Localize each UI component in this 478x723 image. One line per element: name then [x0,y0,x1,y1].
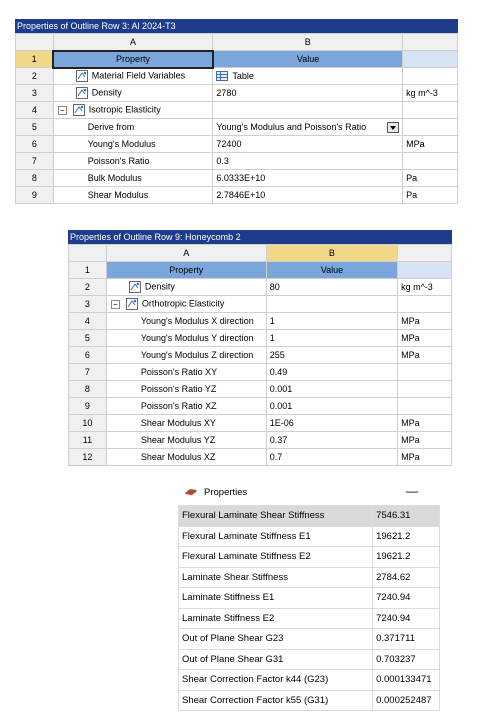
table-row[interactable] [69,415,452,432]
property-value-cell[interactable]: 7240.94 [373,608,440,629]
derive-from-select-value: Young's Modulus and Poisson's Ratio [216,122,367,132]
property-label: Poisson's Ratio YZ [140,384,217,394]
property-value-cell[interactable]: 0.371711 [373,629,440,650]
table-row[interactable] [69,398,452,415]
column-header-b[interactable]: B [213,34,403,51]
property-unit-cell[interactable] [403,68,458,85]
property-name-cell[interactable]: Out of Plane Shear G31 [179,649,373,670]
table-row[interactable] [69,347,452,364]
property-header-cell[interactable]: Property [53,51,213,68]
property-name-cell[interactable]: Out of Plane Shear G23 [179,629,373,650]
material-icon [126,298,138,310]
property-label: Derive from [87,122,135,132]
property-value-cell[interactable] [213,153,403,170]
property-value: 255 [269,350,285,360]
value-header-cell[interactable]: Value [266,262,397,279]
property-value-cell[interactable] [266,296,397,313]
column-header-a[interactable]: A [106,245,266,262]
property-label: Young's Modulus Z direction [140,350,254,360]
column-header-row [69,245,452,262]
property-value-cell[interactable] [213,119,403,136]
column-header-c[interactable] [403,34,458,51]
property-value-cell[interactable] [266,415,397,432]
value-header-cell[interactable]: Value [213,51,403,68]
property-name-cell[interactable] [106,449,266,466]
row-number: 10 [69,415,107,432]
table-row[interactable] [16,153,458,170]
property-name-cell[interactable] [106,313,266,330]
property-value-cell[interactable] [266,279,397,296]
table-row[interactable] [16,119,458,136]
property-name-cell[interactable] [53,85,213,102]
table-row[interactable] [179,506,440,527]
property-name-cell[interactable] [106,364,266,381]
property-name-cell[interactable] [106,432,266,449]
property-label: Shear Modulus YZ [140,435,216,445]
table-row[interactable] [69,364,452,381]
property-value-cell[interactable] [266,432,397,449]
property-value-cell[interactable] [213,136,403,153]
row-number: 2 [16,68,54,85]
row-number: 2 [69,279,107,296]
property-value-cell[interactable] [266,381,397,398]
property-name-cell[interactable]: Flexural Laminate Stiffness E2 [179,547,373,568]
property-value: 2780 [216,88,237,98]
material-icon [76,70,88,82]
column-header-c[interactable] [398,245,452,262]
row-number: 8 [69,381,107,398]
property-name-cell[interactable] [53,170,213,187]
property-unit-cell[interactable] [398,296,452,313]
properties-table [15,33,458,204]
property-header-row [16,51,458,68]
property-label: Density [144,281,175,292]
table-row[interactable] [179,670,440,691]
property-name-cell[interactable] [53,136,213,153]
row-number: 9 [69,398,107,415]
property-unit-cell[interactable] [403,119,458,136]
property-label: Young's Modulus Y direction [140,333,254,343]
property-value: 0.37 [269,435,288,445]
property-unit-cell[interactable]: MPa [398,313,452,330]
column-header-a[interactable]: A [53,34,213,51]
property-label: Young's Modulus X direction [140,316,254,326]
property-value: 6.0333E+10 [216,173,266,183]
property-label: Material Field Variables [91,70,186,81]
row-number: 7 [69,364,107,381]
properties-table [68,244,452,466]
property-name-cell[interactable]: Laminate Shear Stiffness [179,567,373,588]
property-name-cell[interactable] [106,398,266,415]
property-value-cell[interactable]: 0.000252487 [373,690,440,711]
property-name-cell[interactable]: Flexural Laminate Stiffness E1 [179,526,373,547]
row-number: 3 [16,85,54,102]
row-number: 1 [16,51,54,68]
property-value-cell[interactable]: 0.703237 [373,649,440,670]
property-unit-cell[interactable] [403,102,458,119]
property-value: 0.3 [216,156,229,166]
table-row[interactable] [179,629,440,650]
column-header-row [16,34,458,51]
property-label: Shear Modulus XZ [140,452,216,462]
property-name-cell[interactable] [53,153,213,170]
row-number: 9 [16,187,54,204]
property-value: 2.7846E+10 [216,190,266,200]
property-unit-cell[interactable]: MPa [398,432,452,449]
property-value-cell[interactable]: 19621.2 [373,547,440,568]
row-number: 1 [69,262,107,279]
property-name-cell[interactable] [106,415,266,432]
property-label: Poisson's Ratio XY [140,367,218,377]
table-row[interactable] [16,170,458,187]
column-header-b[interactable]: B [266,245,397,262]
property-value-cell[interactable]: 19621.2 [373,526,440,547]
table-row[interactable] [16,102,458,119]
property-label: Poisson's Ratio [87,156,150,166]
table-row[interactable] [179,649,440,670]
property-value-cell[interactable]: 7240.94 [373,588,440,609]
property-name-cell[interactable] [106,347,266,364]
dropdown-arrow-button[interactable] [387,122,399,133]
property-name-cell[interactable]: Laminate Stiffness E2 [179,608,373,629]
property-value: 1 [269,333,275,343]
property-value-cell[interactable] [213,187,403,204]
property-value: Table [232,70,254,81]
property-value-cell[interactable] [213,170,403,187]
material-icon [129,281,141,293]
property-name-cell[interactable] [53,187,213,204]
row-number: 11 [69,432,107,449]
property-unit-cell[interactable]: MPa [398,415,452,432]
property-header-row [69,262,452,279]
property-value: 0.49 [269,367,288,377]
table-row[interactable] [179,567,440,588]
row-number: 4 [69,313,107,330]
property-value-cell[interactable]: 0.000133471 [373,670,440,691]
property-unit-cell[interactable]: kg m^-3 [398,279,452,296]
row-number: 6 [16,136,54,153]
property-value-cell[interactable]: 2784.62 [373,567,440,588]
property-unit-cell[interactable] [398,398,452,415]
layers-icon [184,487,198,497]
property-name-cell[interactable] [106,279,266,296]
property-unit-cell[interactable]: MPa [398,449,452,466]
table-row[interactable] [69,296,452,313]
property-value: 0.001 [269,401,293,411]
property-unit-cell[interactable] [398,364,452,381]
table-row[interactable] [16,68,458,85]
property-unit-cell[interactable]: MPa [398,330,452,347]
properties-header [178,482,440,502]
row-number: 5 [69,330,107,347]
table-row[interactable] [69,381,452,398]
property-label: Poisson's Ratio XZ [140,401,217,411]
row-number: 5 [16,119,54,136]
property-value: 72400 [216,139,242,149]
property-label: Isotropic Elasticity [88,104,161,115]
outline-row-3-properties-panel [15,19,458,214]
row-number: 4 [16,102,54,119]
table-row[interactable] [69,330,452,347]
property-label: Bulk Modulus [87,173,142,183]
table-icon [216,71,228,81]
property-name-cell[interactable] [53,68,213,85]
property-unit-cell[interactable] [398,381,452,398]
composite-properties-table [178,505,440,711]
property-value-cell[interactable] [266,347,397,364]
property-value-cell[interactable] [213,68,403,85]
table-row[interactable] [16,187,458,204]
property-label: Density [91,87,122,98]
property-value: 1E-06 [269,418,294,428]
property-value: 0.001 [269,384,293,394]
property-label: Orthotropic Elasticity [141,298,225,309]
property-name-cell[interactable]: Flexural Laminate Shear Stiffness [179,506,373,527]
property-unit-cell[interactable]: MPa [398,347,452,364]
property-name-cell[interactable] [53,119,213,136]
table-row[interactable] [179,608,440,629]
property-value-cell[interactable] [266,449,397,466]
property-value-cell[interactable] [213,85,403,102]
row-number: 6 [69,347,107,364]
panel-title: Properties of Outline Row 9: Honeycomb 2 [68,230,452,244]
property-name-cell[interactable]: Laminate Stiffness E1 [179,588,373,609]
property-label: Shear Modulus XY [140,418,216,428]
property-value-cell[interactable] [266,313,397,330]
property-unit-cell[interactable]: Pa [403,170,458,187]
row-number: 12 [69,449,107,466]
property-value-cell[interactable] [213,102,403,119]
property-name-cell[interactable] [106,296,266,313]
table-row[interactable] [69,279,452,296]
collapse-toggle[interactable]: − [111,300,120,309]
property-name-cell[interactable] [106,330,266,347]
row-number: 8 [16,170,54,187]
row-number: 3 [69,296,107,313]
table-row[interactable] [69,449,452,466]
property-label: Young's Modulus [87,139,156,149]
property-unit-cell[interactable] [403,153,458,170]
property-unit-cell[interactable]: MPa [403,136,458,153]
property-name-cell[interactable] [106,381,266,398]
property-value-cell[interactable]: 7546.31 [373,506,440,527]
property-value-cell[interactable] [266,330,397,347]
property-value-cell[interactable] [266,398,397,415]
properties-title: Properties [204,486,248,498]
property-value: 80 [269,282,280,292]
collapse-toggle[interactable]: − [58,106,67,115]
table-row[interactable] [179,588,440,609]
row-number: 7 [16,153,54,170]
property-label: Shear Modulus [87,190,149,200]
composite-properties-panel [178,482,440,712]
property-value-cell[interactable] [266,364,397,381]
property-unit-cell[interactable]: kg m^-3 [403,85,458,102]
table-row[interactable] [69,432,452,449]
table-row[interactable] [179,690,440,711]
material-icon [76,87,88,99]
panel-title: Properties of Outline Row 3: Al 2024-T3 [15,19,458,33]
property-header-cell[interactable]: Property [106,262,266,279]
table-row[interactable] [16,136,458,153]
property-value: 1 [269,316,275,326]
table-row[interactable] [179,526,440,547]
table-row[interactable] [69,313,452,330]
property-value: 0.7 [269,452,283,462]
material-icon [73,104,85,116]
outline-row-9-properties-panel [68,230,452,475]
property-name-cell[interactable]: Shear Correction Factor k55 (G31) [179,690,373,711]
table-row[interactable] [16,85,458,102]
property-name-cell[interactable]: Shear Correction Factor k44 (G23) [179,670,373,691]
minimize-button[interactable]: — [406,484,418,498]
property-name-cell[interactable] [53,102,213,119]
table-row[interactable] [179,547,440,568]
property-unit-cell[interactable]: Pa [403,187,458,204]
